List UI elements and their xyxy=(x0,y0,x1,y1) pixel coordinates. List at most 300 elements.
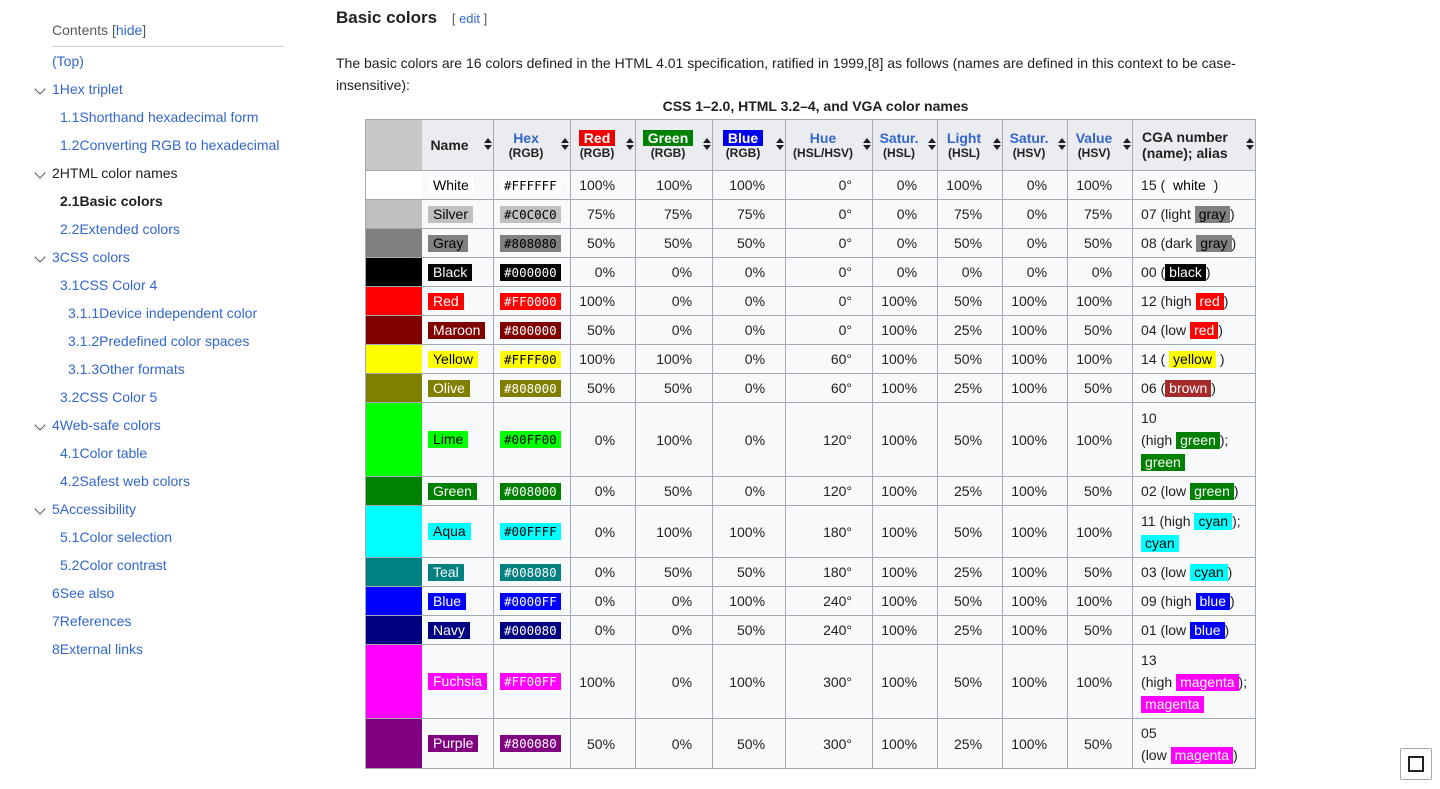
value-cell-v: 100% xyxy=(1068,403,1133,477)
col-header-sat-hsl[interactable]: Satur. (HSL) xyxy=(873,120,938,171)
table-row xyxy=(366,645,1256,719)
toc-link[interactable] xyxy=(52,417,161,433)
toc-item[interactable] xyxy=(52,439,284,467)
chevron-down-icon[interactable] xyxy=(34,167,45,178)
cga-cell xyxy=(1133,374,1256,403)
cga-cell xyxy=(1133,229,1256,258)
value-cell-s2: 100% xyxy=(1003,374,1068,403)
value-cell-r: 50% xyxy=(571,316,636,345)
cga-color-badge: cyan xyxy=(1190,564,1228,581)
saturation-hsv-header-link[interactable]: Satur. xyxy=(1009,130,1049,146)
value-cell-s2: 0% xyxy=(1003,229,1068,258)
value-cell-g: 50% xyxy=(636,558,713,587)
toc-link[interactable] xyxy=(60,109,258,125)
toc-item[interactable] xyxy=(52,495,284,523)
color-name-cell xyxy=(422,171,494,200)
hue-header-link[interactable]: Hue xyxy=(809,130,837,146)
lightness-header-link[interactable]: Light xyxy=(946,130,982,146)
value-cell-g: 100% xyxy=(636,345,713,374)
toc-label: Color table xyxy=(79,445,148,461)
value-cell-g: 0% xyxy=(636,719,713,769)
hex-cell xyxy=(494,506,571,558)
hex-label: #00FFFF xyxy=(500,523,561,540)
value-cell-s2: 100% xyxy=(1003,616,1068,645)
table-row xyxy=(366,316,1256,345)
toc-item[interactable] xyxy=(52,523,284,551)
section-intro: The basic colors are 16 colors defined in the HTML 4.01 specification, ratified in 1999,[8] as follows (names are defined in this context to be case-insensitive): xyxy=(336,55,1236,93)
toc-number: 3.1.1 xyxy=(68,305,100,321)
value-cell-s2: 100% xyxy=(1003,719,1068,769)
value-cell-r: 0% xyxy=(571,258,636,287)
value-cell-r: 100% xyxy=(571,645,636,719)
value-cell-g: 0% xyxy=(636,287,713,316)
value-cell-b: 50% xyxy=(713,616,786,645)
col-header-name[interactable]: Name xyxy=(422,120,494,171)
color-swatch xyxy=(366,316,423,345)
value-cell-b: 0% xyxy=(713,477,786,506)
cga-text: (low xyxy=(1141,746,1171,763)
hex-cell xyxy=(494,200,571,229)
value-cell-v: 50% xyxy=(1068,558,1133,587)
hex-label: #00FF00 xyxy=(500,431,561,448)
cga-cell xyxy=(1133,719,1256,769)
value-cell-r: 0% xyxy=(571,558,636,587)
color-name-cell xyxy=(422,645,494,719)
toc-item[interactable] xyxy=(52,187,284,215)
value-cell-g: 0% xyxy=(636,587,713,616)
toc-label: Predefined color spaces xyxy=(99,333,250,349)
value-cell-b: 0% xyxy=(713,316,786,345)
value-cell-h: 0° xyxy=(786,229,873,258)
value-cell-s2: 100% xyxy=(1003,345,1068,374)
cga-text: ) xyxy=(1231,235,1237,251)
cga-text: 10 xyxy=(1141,409,1157,426)
toc-item[interactable] xyxy=(52,103,284,131)
toc-link[interactable] xyxy=(52,249,130,265)
toc-label: See also xyxy=(59,585,115,601)
color-swatch xyxy=(366,477,423,506)
cga-color-badge: blue xyxy=(1190,622,1224,639)
chevron-down-icon[interactable] xyxy=(34,251,45,262)
hex-cell xyxy=(494,374,571,403)
value-cell-h: 180° xyxy=(786,558,873,587)
hex-cell xyxy=(494,403,571,477)
table-row xyxy=(366,558,1256,587)
toc-link[interactable] xyxy=(52,165,178,181)
toc-item[interactable] xyxy=(52,159,284,187)
toc-item[interactable] xyxy=(52,243,284,271)
cga-cell xyxy=(1133,558,1256,587)
value-cell-h: 0° xyxy=(786,316,873,345)
cga-text: ) xyxy=(1233,483,1239,499)
value-cell-s2: 0% xyxy=(1003,258,1068,287)
toc-link[interactable] xyxy=(68,333,249,349)
cga-text: (high xyxy=(1141,431,1177,448)
toc-link[interactable] xyxy=(60,221,180,237)
color-name-cell xyxy=(422,587,494,616)
value-cell-g: 50% xyxy=(636,477,713,506)
saturation-header-link[interactable]: Satur. xyxy=(879,130,919,146)
toc-number: 5 xyxy=(52,501,60,517)
cga-text: 04 (low xyxy=(1141,322,1191,338)
color-name-cell xyxy=(422,477,494,506)
color-name-cell xyxy=(422,719,494,769)
value-cell-v: 100% xyxy=(1068,171,1133,200)
value-cell-g: 100% xyxy=(636,506,713,558)
value-cell-s2: 100% xyxy=(1003,477,1068,506)
color-name-label: Red xyxy=(428,293,464,310)
red-header-label: Red xyxy=(579,130,615,146)
toc-label: CSS Color 5 xyxy=(79,389,158,405)
cga-text: ) xyxy=(1218,322,1223,338)
color-swatch xyxy=(366,616,423,645)
cga-cell xyxy=(1133,345,1256,374)
color-name-cell xyxy=(422,287,494,316)
toc-item[interactable] xyxy=(52,635,284,663)
hex-header-link[interactable]: Hex xyxy=(513,130,539,146)
toc-item[interactable] xyxy=(52,551,284,579)
color-name-cell xyxy=(422,506,494,558)
hex-label: #FF00FF xyxy=(500,673,561,690)
value-cell-v: 100% xyxy=(1068,506,1133,558)
value-cell-s1: 0% xyxy=(873,200,938,229)
toc-item[interactable] xyxy=(52,579,284,607)
cga-color-badge: white xyxy=(1169,177,1210,194)
cga-text: 00 ( xyxy=(1141,264,1166,280)
color-name-label: Aqua xyxy=(428,523,471,540)
toc-link[interactable] xyxy=(60,445,147,461)
color-name-label: Purple xyxy=(428,735,478,752)
cga-cell xyxy=(1133,616,1256,645)
cga-text: ) xyxy=(1229,593,1235,609)
value-cell-s2: 100% xyxy=(1003,587,1068,616)
value-cell-h: 0° xyxy=(786,287,873,316)
col-header-red[interactable]: Red (RGB) xyxy=(571,120,636,171)
cga-text: 09 (high xyxy=(1141,593,1196,609)
value-cell-v: 50% xyxy=(1068,229,1133,258)
value-cell-s1: 100% xyxy=(873,403,938,477)
toc-label: External links xyxy=(59,641,144,657)
toc-item[interactable] xyxy=(52,467,284,495)
toc-link[interactable] xyxy=(60,529,172,545)
toc-number: 1.2 xyxy=(60,137,80,153)
col-header-hue[interactable]: Hue (HSL/HSV) xyxy=(786,120,873,171)
value-cell-h: 300° xyxy=(786,719,873,769)
value-cell-h: 0° xyxy=(786,200,873,229)
color-name-label: White xyxy=(428,177,474,194)
value-cell-h: 60° xyxy=(786,345,873,374)
cga-color-badge: blue xyxy=(1196,593,1230,610)
value-cell-r: 0% xyxy=(571,616,636,645)
toc-link[interactable] xyxy=(60,389,157,405)
hex-cell xyxy=(494,477,571,506)
value-cell-r: 0% xyxy=(571,587,636,616)
toc-item[interactable] xyxy=(52,215,284,243)
toc-list xyxy=(52,47,284,663)
value-cell-s1: 0% xyxy=(873,258,938,287)
hex-cell xyxy=(494,316,571,345)
cga-text: 01 (low xyxy=(1141,622,1191,638)
color-name-cell xyxy=(422,558,494,587)
toc-label: HTML color names xyxy=(59,165,178,181)
chevron-down-icon[interactable] xyxy=(34,419,45,430)
value-cell-g: 0% xyxy=(636,645,713,719)
toc-number: 4.2 xyxy=(60,473,80,489)
hex-label: #800080 xyxy=(500,735,561,752)
table-row xyxy=(366,719,1256,769)
value-cell-g: 100% xyxy=(636,171,713,200)
value-cell-h: 120° xyxy=(786,403,873,477)
value-cell-v: 50% xyxy=(1068,374,1133,403)
color-swatch xyxy=(366,587,423,616)
value-cell-h: 180° xyxy=(786,506,873,558)
value-cell-b: 0% xyxy=(713,374,786,403)
toc-label: CSS Color 4 xyxy=(79,277,158,293)
toc-link[interactable] xyxy=(52,81,123,97)
cga-text: ) xyxy=(1229,206,1235,222)
value-cell-l: 0% xyxy=(938,258,1003,287)
value-cell-v: 50% xyxy=(1068,616,1133,645)
color-name-cell xyxy=(422,258,494,287)
col-header-cga[interactable]: CGA number (name); alias xyxy=(1133,120,1256,171)
value-cell-r: 50% xyxy=(571,719,636,769)
toc-number: 1.1 xyxy=(60,109,80,125)
color-swatch xyxy=(366,258,423,287)
hex-cell xyxy=(494,587,571,616)
color-name-cell xyxy=(422,345,494,374)
toc-link[interactable] xyxy=(52,613,131,629)
value-cell-s2: 100% xyxy=(1003,645,1068,719)
toc-label: Basic colors xyxy=(79,193,163,209)
color-swatch xyxy=(366,374,423,403)
value-cell-b: 0% xyxy=(713,403,786,477)
value-cell-s1: 100% xyxy=(873,374,938,403)
cga-text: 02 (low xyxy=(1141,483,1191,499)
value-header-link[interactable]: Value xyxy=(1075,130,1113,146)
color-swatch xyxy=(366,171,423,200)
toc-label: Converting RGB to hexadecimal xyxy=(79,137,280,153)
chevron-down-icon[interactable] xyxy=(34,83,45,94)
col-header-green[interactable]: Green (RGB) xyxy=(636,120,713,171)
color-name-label: Teal xyxy=(428,564,464,581)
blue-header-label: Blue xyxy=(723,130,763,146)
value-cell-s1: 100% xyxy=(873,506,938,558)
toc-number: 4 xyxy=(52,417,60,433)
color-name-label: Lime xyxy=(428,431,468,448)
toc-number: 3.2 xyxy=(60,389,80,405)
cga-cell xyxy=(1133,171,1256,200)
value-cell-s2: 100% xyxy=(1003,558,1068,587)
value-cell-r: 100% xyxy=(571,171,636,200)
toc-item[interactable] xyxy=(52,47,284,75)
color-swatch xyxy=(366,645,423,719)
color-name-label: Maroon xyxy=(428,322,485,339)
color-swatch xyxy=(366,506,423,558)
toc-link[interactable] xyxy=(68,361,185,377)
swatch-header xyxy=(366,120,423,171)
table-row xyxy=(366,258,1256,287)
value-cell-v: 0% xyxy=(1068,258,1133,287)
toc-item[interactable] xyxy=(52,383,284,411)
value-cell-s1: 100% xyxy=(873,719,938,769)
value-cell-g: 0% xyxy=(636,258,713,287)
toc-item[interactable] xyxy=(52,299,284,327)
toc-link[interactable] xyxy=(60,557,167,573)
hex-label: #C0C0C0 xyxy=(500,206,561,223)
fullscreen-button[interactable] xyxy=(1400,748,1432,780)
toc-link[interactable] xyxy=(52,585,114,601)
value-cell-l: 50% xyxy=(938,645,1003,719)
color-name-label: Green xyxy=(428,483,477,500)
value-cell-v: 50% xyxy=(1068,316,1133,345)
cga-text: ); xyxy=(1238,673,1248,690)
toc-label: Other formats xyxy=(99,361,185,377)
value-cell-l: 50% xyxy=(938,345,1003,374)
hex-label: #FF0000 xyxy=(500,293,561,310)
cga-text: ); xyxy=(1232,512,1241,529)
color-name-cell xyxy=(422,200,494,229)
value-cell-l: 25% xyxy=(938,558,1003,587)
cga-text: 12 (high xyxy=(1141,293,1196,309)
hex-label: #008000 xyxy=(500,483,561,500)
value-cell-s1: 100% xyxy=(873,587,938,616)
edit-section: [ edit ] xyxy=(451,11,488,26)
color-name-label: Olive xyxy=(428,380,470,397)
cga-color-badge: cyan xyxy=(1141,535,1179,552)
cga-text: 13 xyxy=(1141,651,1157,668)
table-row xyxy=(366,171,1256,200)
table-of-contents xyxy=(52,22,284,663)
value-cell-h: 60° xyxy=(786,374,873,403)
toc-number: 3.1 xyxy=(60,277,80,293)
toc-label: Hex triplet xyxy=(59,81,123,97)
toc-item[interactable] xyxy=(52,327,284,355)
value-cell-l: 25% xyxy=(938,374,1003,403)
col-header-sat-hsv[interactable]: Satur. (HSV) xyxy=(1003,120,1068,171)
hex-label: #008080 xyxy=(500,564,561,581)
toc-link[interactable] xyxy=(60,277,157,293)
cga-color-badge: green xyxy=(1141,454,1185,471)
edit-link[interactable]: edit xyxy=(459,11,481,26)
table-row xyxy=(366,345,1256,374)
table-row xyxy=(366,477,1256,506)
value-cell-l: 100% xyxy=(938,171,1003,200)
toc-link[interactable] xyxy=(68,305,257,321)
value-cell-l: 25% xyxy=(938,477,1003,506)
value-cell-b: 100% xyxy=(713,171,786,200)
cga-text: 06 ( xyxy=(1141,380,1166,396)
value-cell-r: 100% xyxy=(571,287,636,316)
toc-link[interactable] xyxy=(52,501,136,517)
toc-item[interactable] xyxy=(52,607,284,635)
cga-text: 07 (light xyxy=(1141,206,1195,222)
col-header-value[interactable]: Value (HSV) xyxy=(1068,120,1133,171)
table-row xyxy=(366,403,1256,477)
cga-text: (high xyxy=(1141,673,1177,690)
toc-item[interactable] xyxy=(52,355,284,383)
hex-label: #0000FF xyxy=(500,593,561,610)
toc-item[interactable] xyxy=(52,75,284,103)
toc-item[interactable] xyxy=(52,411,284,439)
cga-text: ) xyxy=(1233,746,1238,763)
hex-label: #000000 xyxy=(500,264,561,281)
toc-link[interactable] xyxy=(60,137,279,153)
cga-color-badge: brown xyxy=(1165,380,1211,397)
hex-label: #808080 xyxy=(500,235,561,252)
table-header-row xyxy=(366,120,1256,171)
toc-label: Extended colors xyxy=(79,221,180,237)
toc-link[interactable] xyxy=(52,53,84,69)
hex-cell xyxy=(494,171,571,200)
toc-item[interactable] xyxy=(52,131,284,159)
toc-label: Accessibility xyxy=(59,501,137,517)
toc-hide-link[interactable]: hide xyxy=(115,22,143,38)
value-cell-l: 50% xyxy=(938,587,1003,616)
toc-label: Shorthand hexadecimal form xyxy=(79,109,259,125)
value-cell-l: 25% xyxy=(938,316,1003,345)
value-cell-b: 0% xyxy=(713,345,786,374)
cga-color-badge: magenta xyxy=(1176,674,1238,691)
toc-link[interactable] xyxy=(60,193,163,209)
toc-number: 3.1.3 xyxy=(68,361,100,377)
color-swatch xyxy=(366,200,423,229)
value-cell-g: 100% xyxy=(636,403,713,477)
hex-cell xyxy=(494,719,571,769)
cga-text: 14 ( xyxy=(1141,351,1170,367)
hex-cell xyxy=(494,229,571,258)
value-cell-h: 240° xyxy=(786,616,873,645)
value-cell-h: 120° xyxy=(786,477,873,506)
value-cell-s1: 100% xyxy=(873,316,938,345)
col-header-blue[interactable]: Blue (RGB) xyxy=(713,120,786,171)
cga-cell xyxy=(1133,506,1256,558)
value-cell-r: 100% xyxy=(571,345,636,374)
col-header-light[interactable]: Light (HSL) xyxy=(938,120,1003,171)
toc-label: Safest web colors xyxy=(79,473,190,489)
cga-color-badge: green xyxy=(1176,432,1220,449)
value-cell-s1: 100% xyxy=(873,616,938,645)
section-heading xyxy=(336,8,487,28)
hex-cell xyxy=(494,645,571,719)
cga-color-badge: red xyxy=(1196,293,1224,310)
toc-number: 6 xyxy=(52,585,60,601)
cga-text: ) xyxy=(1215,351,1225,367)
table-row xyxy=(366,374,1256,403)
table-row xyxy=(366,200,1256,229)
hex-cell xyxy=(494,287,571,316)
basic-colors-table xyxy=(365,119,1256,769)
cga-color-badge: magenta xyxy=(1171,747,1233,764)
cga-color-badge: black xyxy=(1165,264,1206,281)
hex-label: #FFFF00 xyxy=(500,351,561,368)
value-cell-s1: 100% xyxy=(873,645,938,719)
col-header-hex[interactable]: Hex (RGB) xyxy=(494,120,571,171)
value-cell-b: 0% xyxy=(713,287,786,316)
value-cell-v: 100% xyxy=(1068,287,1133,316)
chevron-down-icon[interactable] xyxy=(34,503,45,514)
value-cell-r: 50% xyxy=(571,374,636,403)
value-cell-v: 50% xyxy=(1068,477,1133,506)
value-cell-s1: 0% xyxy=(873,229,938,258)
hex-label: #000080 xyxy=(500,622,561,639)
toc-label: Device independent color xyxy=(99,305,258,321)
toc-number: 5.1 xyxy=(60,529,80,545)
value-cell-s2: 100% xyxy=(1003,316,1068,345)
table-row xyxy=(366,506,1256,558)
toc-item[interactable] xyxy=(52,271,284,299)
toc-link[interactable] xyxy=(52,641,143,657)
toc-link[interactable] xyxy=(60,473,190,489)
